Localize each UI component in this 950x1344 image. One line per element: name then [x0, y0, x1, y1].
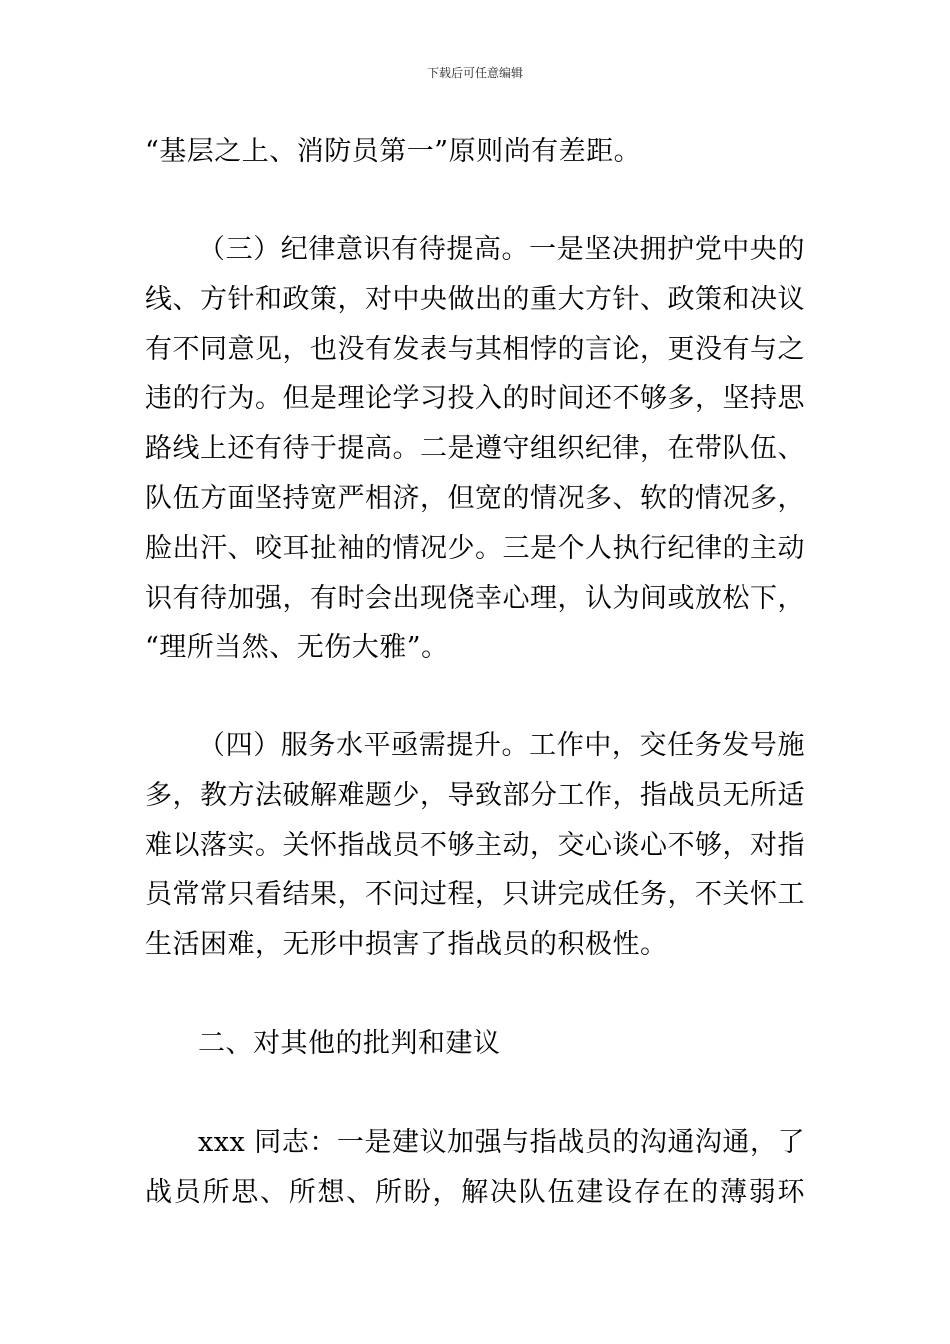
- text-line: 线、方针和政策，对中央做出的重大方针、政策和决议: [145, 284, 805, 315]
- text-line: 难以落实。关怀指战员不够主动，交心谈心不够，对指: [145, 830, 805, 861]
- text-line: （四）服务水平亟需提升。工作中，交任务发号施: [198, 730, 805, 761]
- text-line: 路线上还有待于提高。二是遵守组织纪律，在带队伍、: [145, 433, 805, 464]
- text-line: 生活困难，无形中损害了指战员的积极性。: [145, 929, 668, 960]
- text-line: 员常常只看结果，不问过程，只讲完成任务，不关怀工: [145, 879, 805, 910]
- text-line: 队伍方面坚持宽严相济，但宽的情况多、软的情况多，: [145, 483, 805, 514]
- text-line: 脸出汗、咬耳扯袖的情况少。三是个人执行纪律的主动: [145, 533, 805, 564]
- text-line: “理所当然、无伤大雅”。: [145, 632, 449, 663]
- text-line: （三）纪律意识有待提高。一是坚决拥护党中央的: [198, 234, 805, 265]
- text-line: 战员所思、所想、所盼，解决队伍建设存在的薄弱环: [145, 1177, 805, 1208]
- text-line: xxx 同志：一是建议加强与指战员的沟通沟通，了: [198, 1127, 805, 1158]
- text-line: 有不同意见，也没有发表与其相悖的言论，更没有与之: [145, 334, 805, 365]
- section-heading: 二、对其他的批判和建议: [198, 1028, 501, 1059]
- text-line: 多，教方法破解难题少，导致部分工作，指战员无所适: [145, 780, 805, 811]
- text-line: “基层之上、消防员第一”原则尚有差距。: [145, 136, 642, 167]
- text-line: 识有待加强，有时会出现侥幸心理，认为间或放松下，: [145, 583, 805, 614]
- page-header-note: 下载后可任意编辑: [426, 66, 523, 80]
- text-line: 违的行为。但是理论学习投入的时间还不够多，坚持思: [145, 383, 805, 414]
